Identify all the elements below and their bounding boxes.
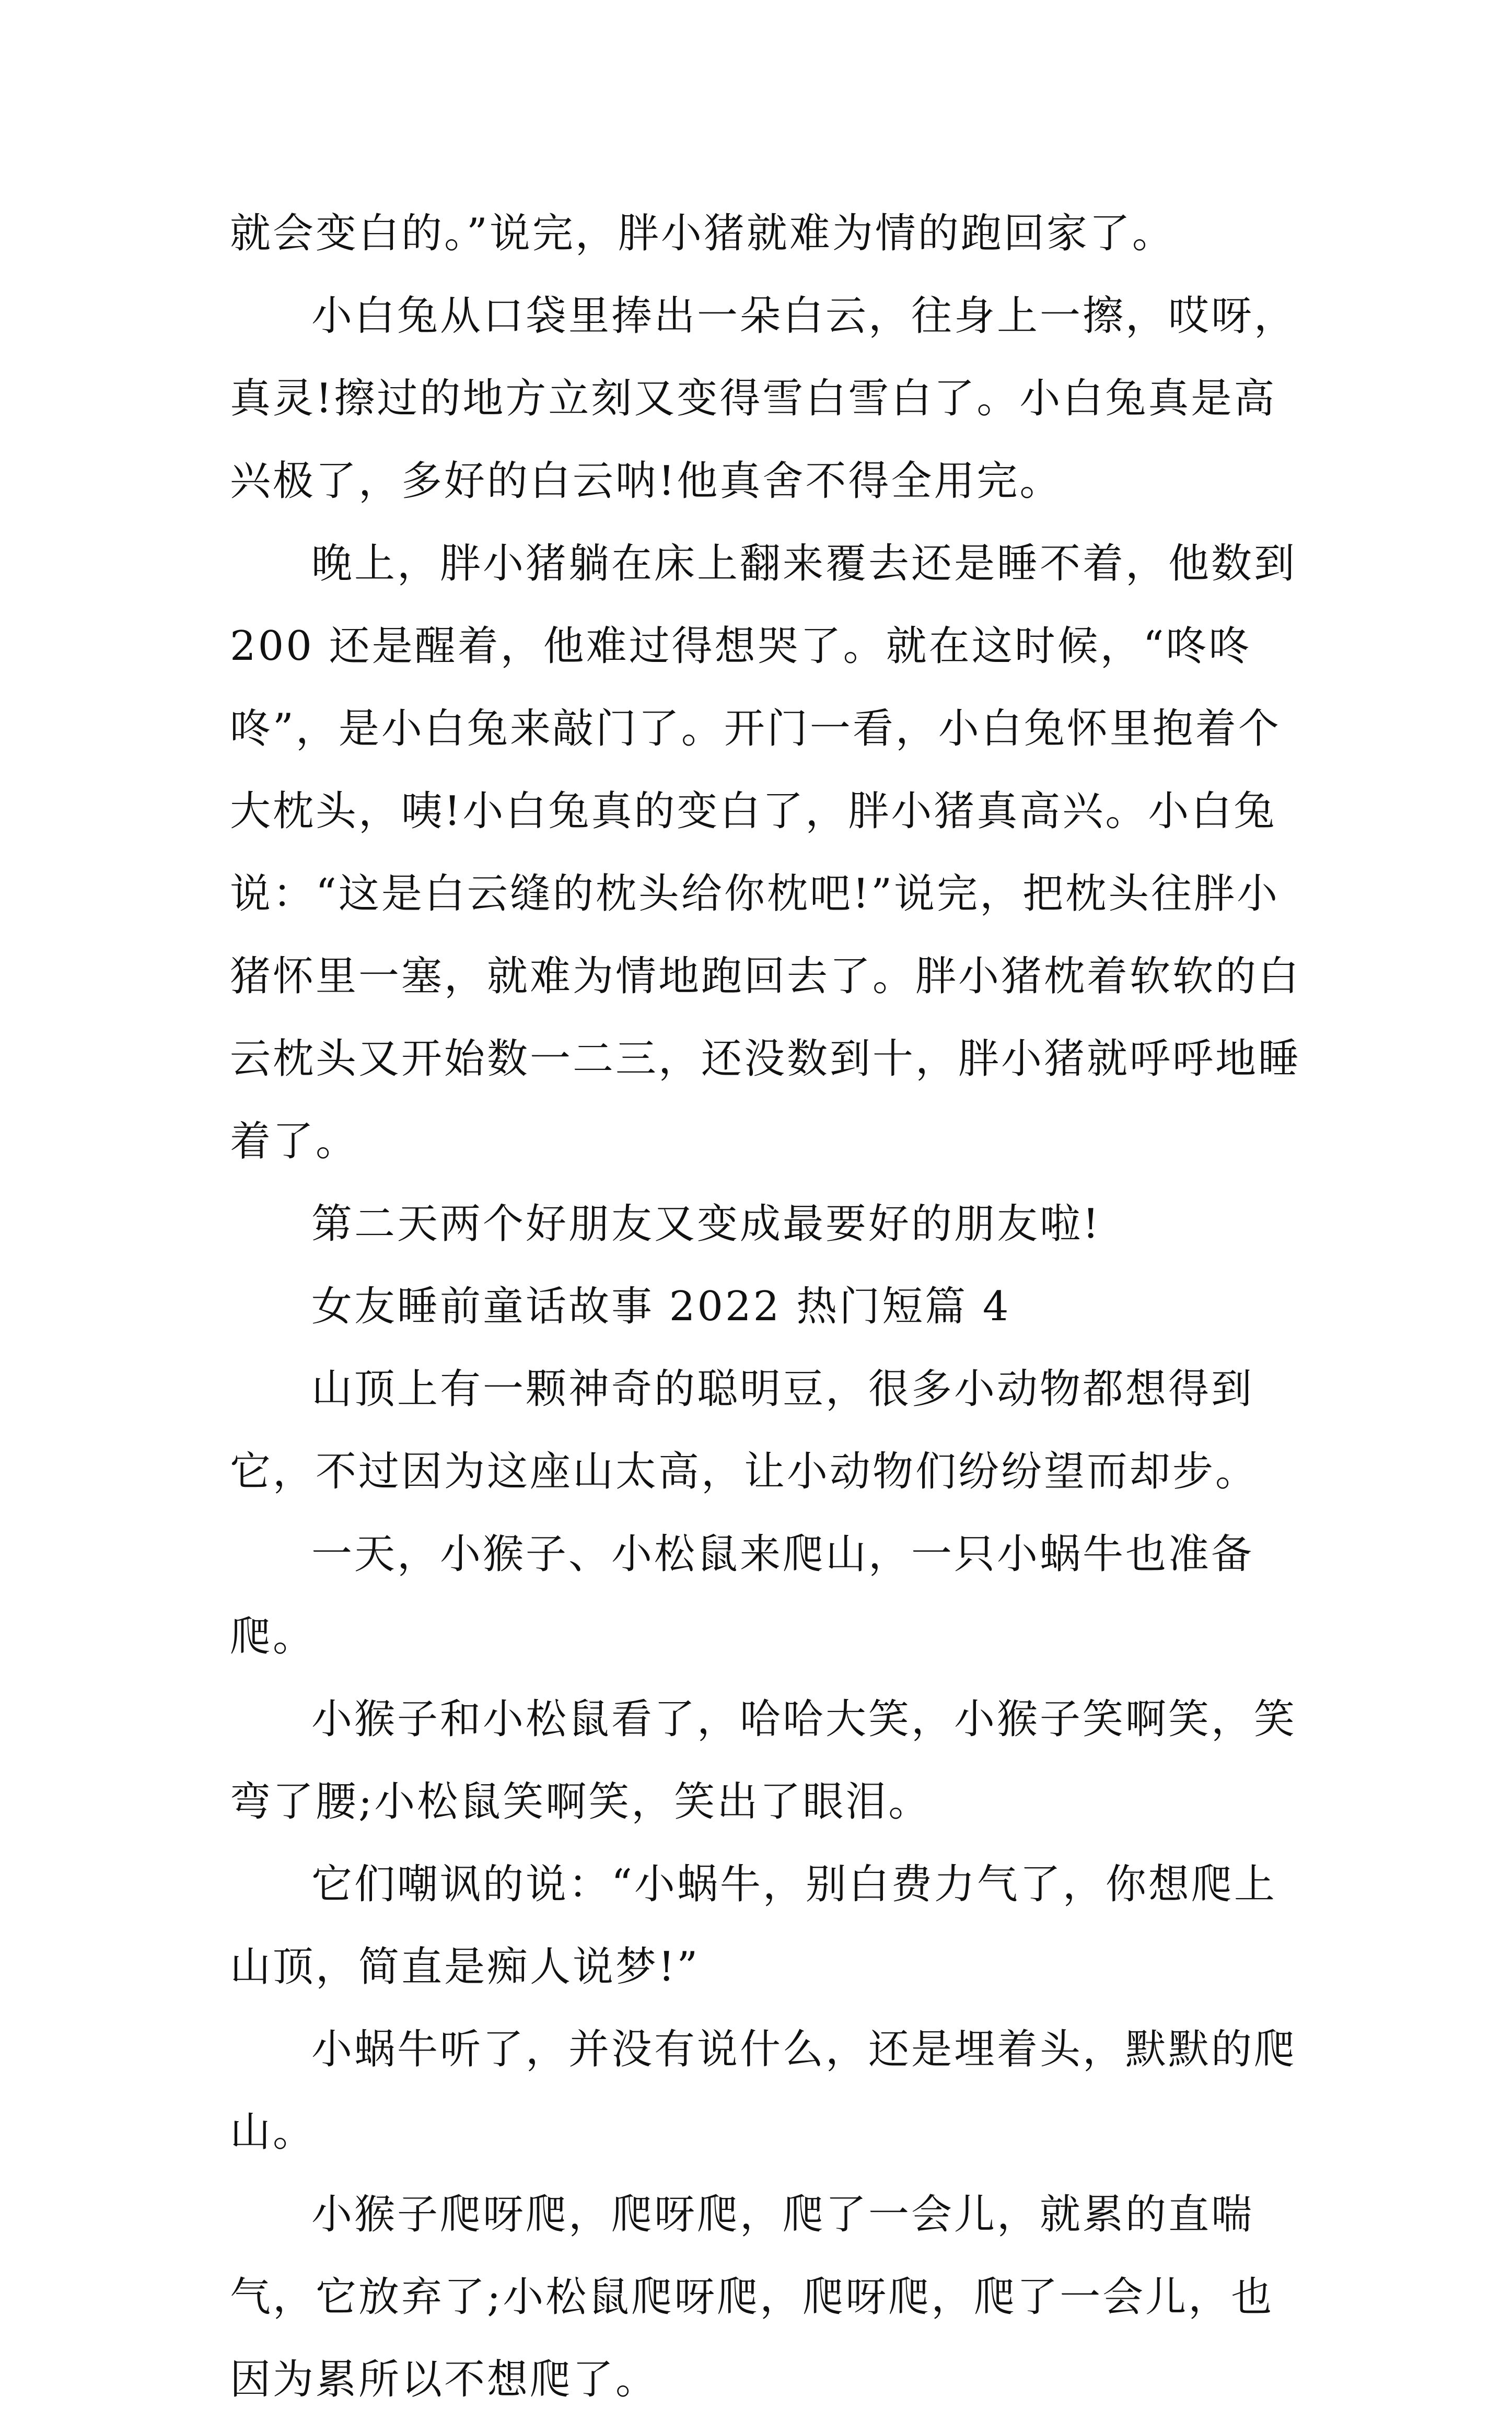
paragraph: 小蜗牛听了，并没有说什么，还是埋着头，默默的爬山。 bbox=[230, 2026, 1297, 2156]
paragraph: 一天，小猴子、小松鼠来爬山，一只小蜗牛也准备爬。 bbox=[230, 1531, 1254, 1660]
document-body bbox=[230, 192, 1306, 2421]
paragraph: 小猴子爬呀爬，爬呀爬，爬了一会儿，就累的直喘气，它放弃了;小松鼠爬呀爬，爬呀爬，爬了一会儿，也因为累所以不想爬了。 bbox=[230, 2191, 1274, 2403]
section-heading: 女友睡前童话故事 2022 热门短篇 4 bbox=[311, 1283, 1011, 1330]
paragraph: 它们嘲讽的说：“小蜗牛，别白费力气了，你想爬上山顶，简直是痴人说梦!” bbox=[230, 1861, 1277, 1991]
paragraph: 小猴子和小松鼠看了，哈哈大笑，小猴子笑啊笑，笑弯了腰;小松鼠笑啊笑，笑出了眼泪。 bbox=[230, 1696, 1297, 1825]
paragraph: 就会变白的。”说完，胖小猪就难为情的跑回家了。 bbox=[230, 210, 1175, 257]
paragraph: 小白兔从口袋里捧出一朵白云，往身上一擦，哎呀，真灵!擦过的地方立刻又变得雪白雪白了。小白兔真是高兴极了，多好的白云呐!他真舍不得全用完。 bbox=[230, 293, 1297, 505]
paragraph: 第二天两个好朋友又变成最要好的朋友啦! bbox=[311, 1201, 1101, 1248]
paragraph: 晚上，胖小猪躺在床上翻来覆去还是睡不着，他数到 200 还是醒着，他难过得想哭了。就在这时候，“咚咚咚”，是小白兔来敲门了。开门一看，小白兔怀里抱着个大枕头，咦!小白兔真的变白了，胖小猪真高兴。小白兔说：“这是白云缝的枕头给你枕吧!”说完，把枕头往胖小猪怀里一塞，就难为情地跑回去了。胖小猪枕着软软的白云枕头又开始数一二三，还没数到十，胖小猪就呼呼地睡着了。 bbox=[230, 540, 1301, 1165]
paragraph: 山顶上有一颗神奇的聪明豆，很多小动物都想得到它，不过因为这座山太高，让小动物们纷纷望而却步。 bbox=[230, 1366, 1259, 1495]
